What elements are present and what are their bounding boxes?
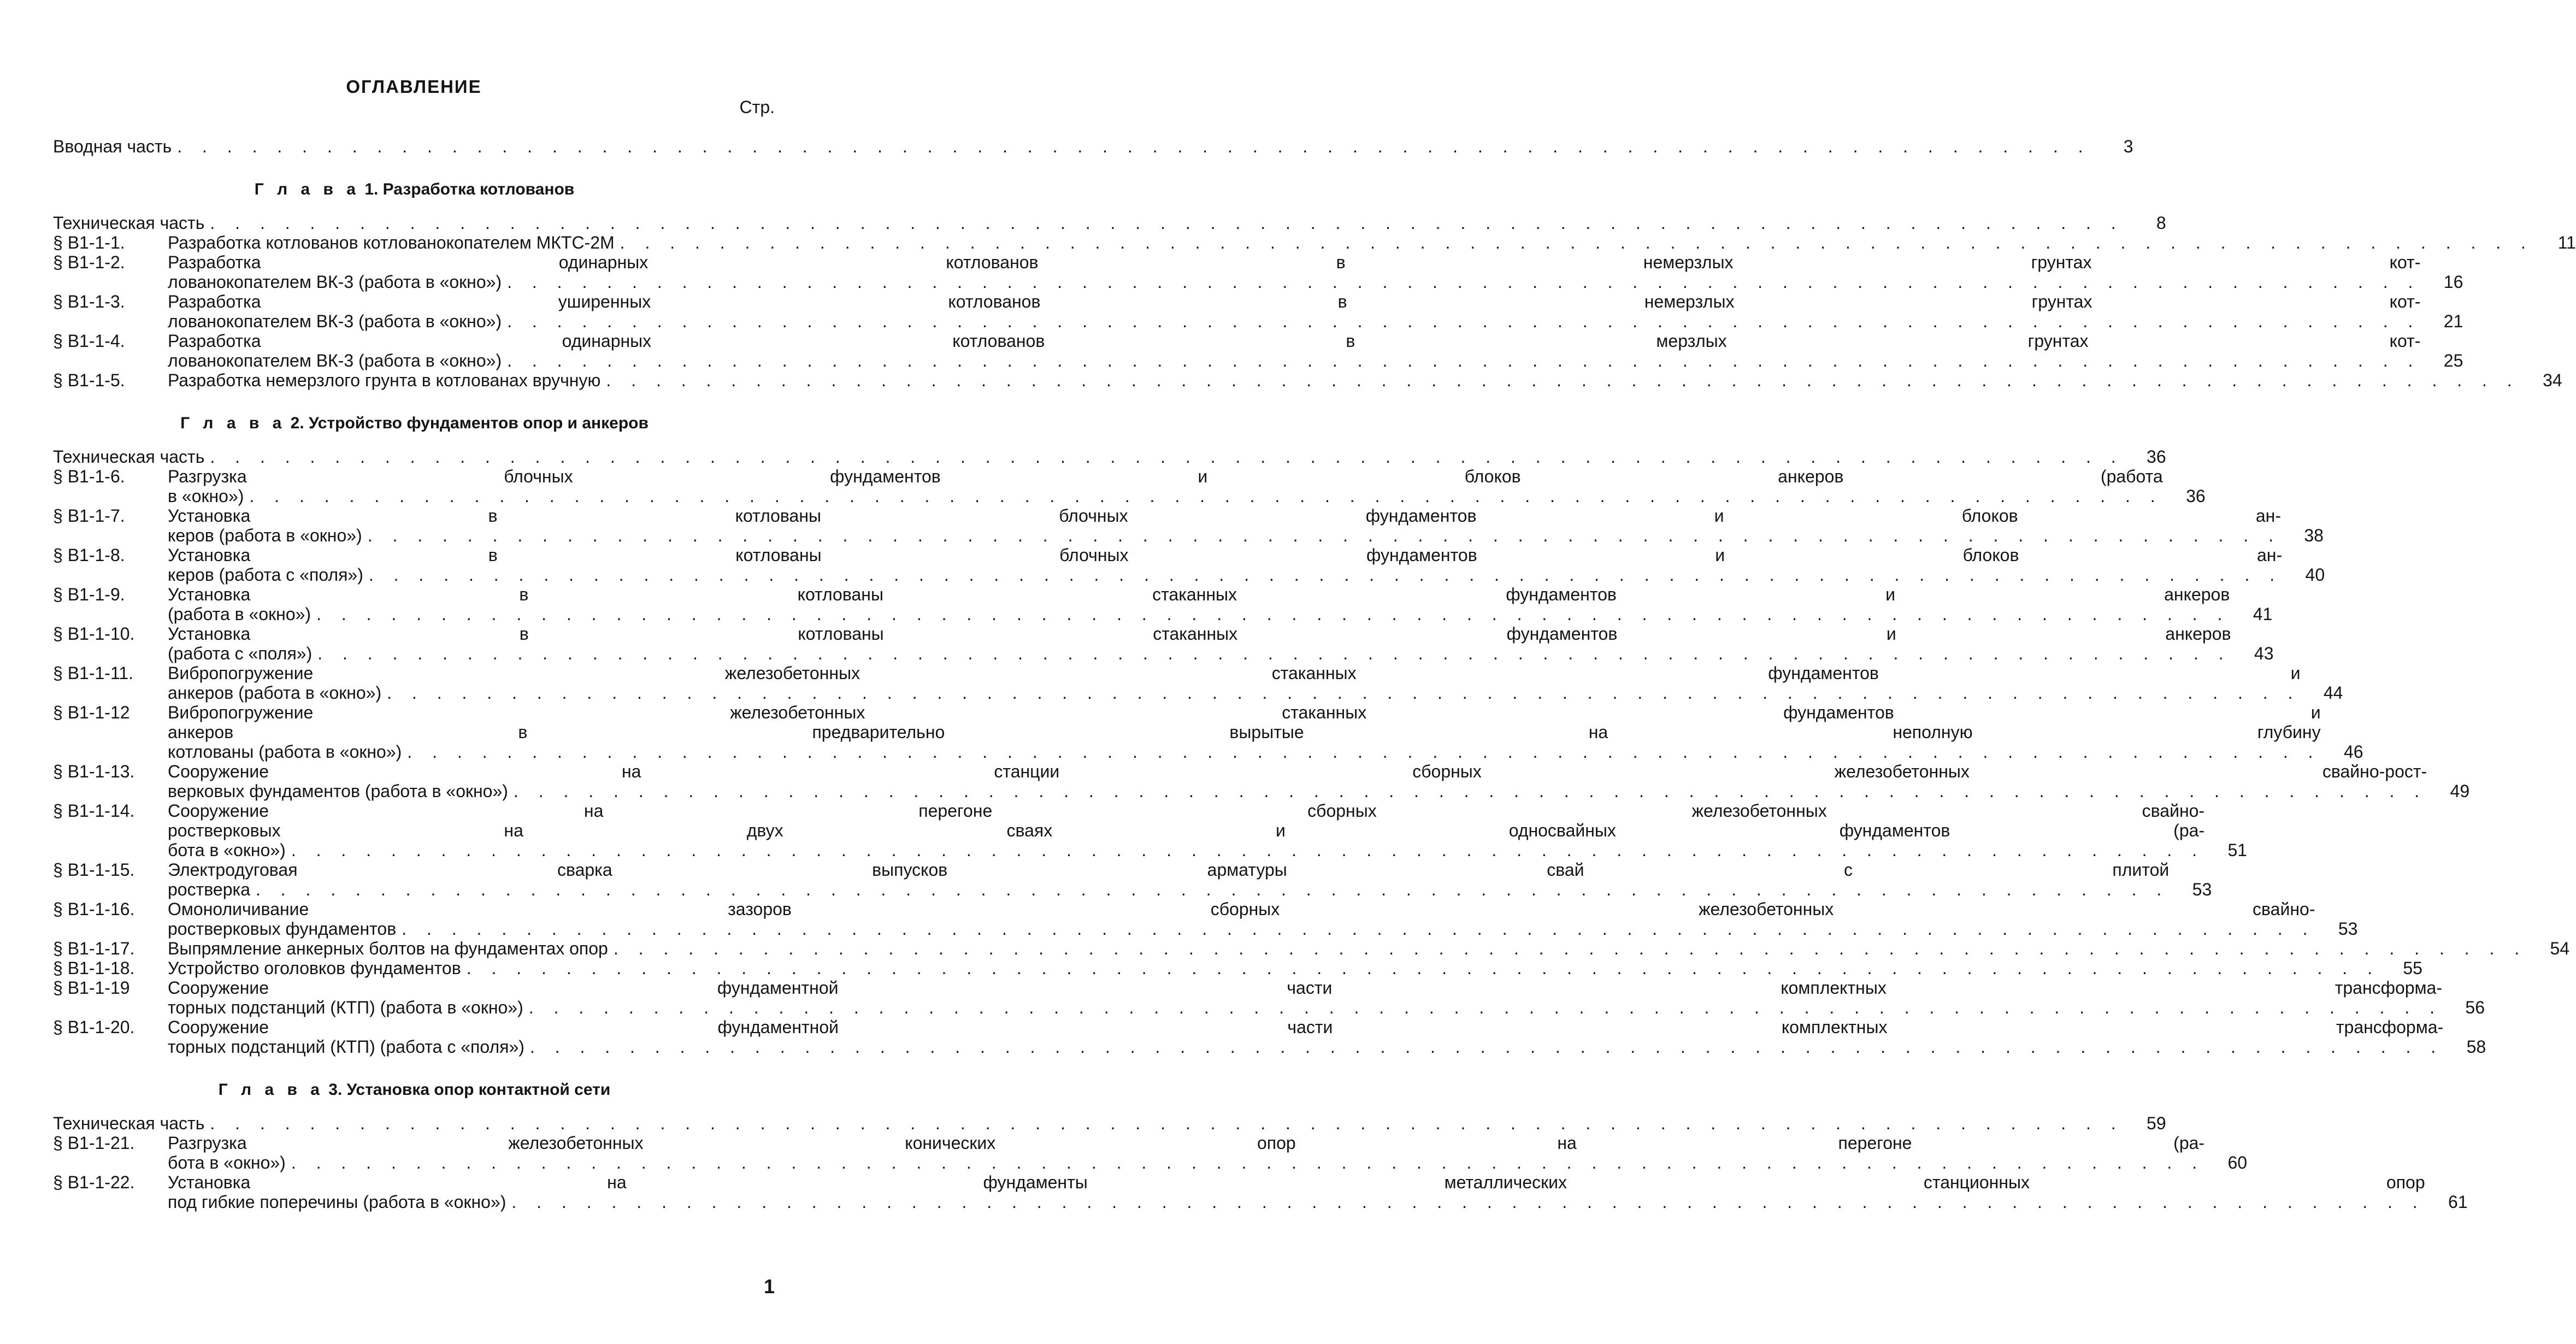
toc-entry-line (168, 604, 2230, 624)
toc-page-number: 58 (2466, 1037, 2486, 1057)
toc-entry-body (168, 1017, 2447, 1057)
toc-section-row[interactable] (53, 467, 2206, 506)
toc-entry-line (53, 213, 2124, 233)
dot-leader (600, 370, 2519, 390)
toc-entry-line (168, 233, 2533, 252)
dot-leader (615, 233, 2533, 252)
toc-entry-text: котлованы (работа в «окно») (168, 742, 402, 762)
toc-page-number: 43 (2254, 644, 2274, 663)
toc-entry-text: Разгрузка железобетонных конических опор на перегоне (ра- (168, 1133, 2205, 1153)
toc-page-number: 34 (2543, 370, 2562, 390)
toc-entry-line (53, 447, 2124, 467)
toc-entry-number: § В1-1-12 (53, 703, 130, 722)
toc-entry-line (168, 526, 2281, 545)
toc-entry-line (53, 137, 2091, 156)
page-column-label: Стр. (739, 97, 775, 117)
toc-entry-body (168, 506, 2284, 545)
dot-leader (396, 919, 2315, 939)
toc-entry-text: Разработка немерзлого грунта в котлованах вручную (168, 370, 601, 390)
toc-entry-body (53, 213, 2127, 233)
toc-entry-number: § В1-1-14. (53, 801, 135, 821)
toc-entry-line (168, 1037, 2443, 1057)
toc-entry-number: § В1-1-6. (53, 467, 125, 486)
toc-entry-line (168, 978, 2442, 998)
toc-entry-text: ростверковых на двух сваях и односвайных фундаментов (ра- (168, 821, 2205, 840)
dot-leader (461, 958, 2380, 978)
toc-entry-body (168, 331, 2424, 370)
chapter-heading[interactable] (53, 413, 776, 434)
toc-page-number: 53 (2192, 880, 2212, 899)
toc-page-number: 46 (2343, 742, 2363, 762)
toc-entry-line (168, 644, 2231, 663)
toc-page-number: 8 (2156, 213, 2166, 233)
toc-entry-line (168, 899, 2315, 919)
dot-leader (381, 683, 2300, 703)
dot-leader (172, 137, 2090, 156)
toc-page-number: 51 (2227, 840, 2248, 860)
toc-section-row[interactable] (53, 1017, 2486, 1057)
toc-entry-text: анкеров (работа в «окно») (168, 683, 382, 703)
toc-entry-line (168, 624, 2231, 644)
toc-entry-body (168, 958, 2383, 978)
chapter-title: 1. Разработка котлованов (364, 180, 575, 198)
toc-section-row[interactable] (53, 1172, 2468, 1212)
toc-entry-text: Разгрузка блочных фундаментов и блоков анкеров (работа (168, 467, 2163, 486)
toc-section-row[interactable] (53, 762, 2470, 801)
toc-entry-text: верковых фундаментов (работа в «окно») (168, 781, 508, 801)
toc-entry-line (168, 801, 2204, 821)
toc-page-number: 3 (2123, 137, 2133, 156)
toc-page-number: 56 (2465, 998, 2485, 1017)
toc-entry-number: § В1-1-19 (53, 978, 130, 998)
toc-section-row[interactable] (53, 801, 2248, 860)
toc-entry-line (168, 1153, 2204, 1172)
toc-entry-text: Разработка одинарных котлованов в мерзлых грунтах кот- (168, 331, 2421, 351)
toc-entry-text: Установка в котлованы блочных фундаментов и блоков ан- (168, 545, 2283, 565)
toc-page-number: 36 (2186, 486, 2206, 506)
dot-leader (506, 1192, 2425, 1212)
toc-entry-line (168, 486, 2163, 506)
toc-entry-text: Сооружение на перегоне сборных железобетонных свайно- (168, 801, 2205, 821)
toc-entry-line (168, 351, 2420, 370)
toc-entry-text: Установка в котлованы блочных фундаментов и блоков ан- (168, 506, 2281, 526)
toc-entry-text: (работа с «поля») (168, 644, 313, 663)
toc-entry-line (168, 998, 2442, 1017)
toc-entry-line (168, 880, 2169, 899)
toc-entry-line (168, 545, 2282, 565)
toc-section-row[interactable] (53, 1133, 2248, 1172)
toc-page-number: 44 (2323, 683, 2343, 703)
toc-section-row[interactable] (53, 506, 2324, 545)
toc-page-number: 55 (2403, 958, 2422, 978)
toc-intro-row[interactable] (53, 137, 2133, 156)
toc-entry-line (168, 331, 2420, 351)
dot-leader (523, 998, 2442, 1017)
toc-entry-text: ростверка (168, 880, 250, 899)
toc-entry-line (168, 585, 2230, 604)
toc-section-row[interactable] (53, 703, 2363, 762)
toc-page-number: 25 (2443, 351, 2463, 370)
toc-entry-text: Установка на фундаменты металлических станционных опор (168, 1172, 2425, 1192)
toc-page-number: 16 (2443, 272, 2463, 292)
toc-technical-part-row[interactable] (53, 447, 2166, 467)
dot-leader (502, 272, 2420, 292)
toc-entry-text: Вибропогружение железобетонных стаканных фундаментов и (168, 663, 2301, 683)
toc-entry-text: Сооружение фундаментной части комплектных трансформа- (168, 1017, 2444, 1037)
toc-section-row[interactable] (53, 860, 2212, 899)
toc-entry-text: Разработка одинарных котлованов в немерзлых грунтах кот- (168, 252, 2421, 272)
toc-entry-line (168, 821, 2204, 840)
chapter-label: Г л а в а (180, 414, 286, 432)
toc-entry-number: § В1-1-3. (53, 292, 125, 311)
toc-entry-body (168, 762, 2430, 801)
toc-entry-number: § В1-1-20. (53, 1017, 135, 1037)
toc-section-row[interactable] (53, 292, 2463, 331)
dot-leader (508, 781, 2427, 801)
toc-entry-line (168, 565, 2282, 585)
toc-entry-line (168, 840, 2204, 860)
toc-section-row[interactable] (53, 624, 2274, 663)
toc-section-row[interactable] (53, 939, 2570, 958)
toc-entry-body (168, 370, 2523, 390)
toc-entry-text: (работа в «окно») (168, 604, 311, 624)
toc-entry-line (168, 683, 2300, 703)
toc-entry-line (168, 252, 2420, 272)
toc-entry-text: Сооружение на станции сборных железобетонных свайно-рост- (168, 762, 2427, 781)
table-of-contents (53, 137, 2576, 1212)
toc-entry-text: керов (работа в «окно») (168, 526, 362, 545)
toc-section-row[interactable] (53, 370, 2562, 390)
toc-entry-text: в «окно») (168, 486, 244, 506)
toc-entry-body (168, 585, 2233, 624)
dot-leader (311, 604, 2230, 624)
toc-page-number: 49 (2450, 781, 2470, 801)
toc-entry-body (53, 447, 2127, 467)
toc-section-row[interactable] (53, 958, 2422, 978)
dot-leader (502, 351, 2420, 370)
toc-entry-text: Установка в котлованы стаканных фундаментов и анкеров (168, 585, 2230, 604)
toc-entry-number: § В1-1-2. (53, 252, 125, 272)
toc-entry-text: Выпрямление анкерных болтов на фундаментах опор (168, 939, 608, 958)
toc-entry-line (53, 1113, 2124, 1133)
dot-leader (402, 742, 2320, 762)
toc-entry-body (168, 899, 2318, 939)
toc-entry-line (168, 762, 2427, 781)
toc-entry-body (168, 978, 2445, 1017)
toc-entry-number: § В1-1-8. (53, 545, 125, 565)
toc-page-number: 11 (2557, 233, 2576, 252)
toc-entry-text: керов (работа с «поля») (168, 565, 363, 585)
toc-entry-line (168, 1017, 2443, 1037)
toc-entry-number: § В1-1-16. (53, 899, 135, 919)
toc-entry-number: § В1-1-11. (53, 663, 134, 683)
toc-entry-line (168, 703, 2321, 722)
toc-entry-number: § В1-1-5. (53, 370, 125, 390)
toc-section-row[interactable] (53, 585, 2273, 624)
toc-page-number: 61 (2448, 1192, 2468, 1212)
chapter-title: 3. Установка опор контактной сети (328, 1081, 611, 1099)
toc-entry-body (168, 663, 2303, 703)
toc-entry-number: § В1-1-13. (53, 762, 135, 781)
dot-leader (362, 526, 2281, 545)
toc-entry-text: Вводная часть (53, 137, 172, 156)
toc-entry-text: торных подстанций (КТП) (работа с «поля») (168, 1037, 524, 1057)
toc-entry-text: Техническая часть (53, 1113, 205, 1133)
dot-leader (204, 213, 2123, 233)
toc-entry-line (168, 781, 2427, 801)
dot-leader (363, 565, 2282, 585)
toc-section-row[interactable] (53, 331, 2463, 370)
toc-entry-text: торных подстанций (КТП) (работа в «окно») (168, 998, 523, 1017)
toc-entry-text: Сооружение фундаментной части комплектных трансформа- (168, 978, 2442, 998)
toc-entry-body (53, 1113, 2127, 1133)
dot-leader (250, 880, 2169, 899)
toc-entry-text: Установка в котлованы стаканных фундаментов и анкеров (168, 624, 2231, 644)
toc-entry-body (53, 137, 2094, 156)
toc-entry-body (168, 292, 2424, 331)
toc-entry-text: анкеров в предварительно вырытые на неполную глубину (168, 722, 2321, 742)
toc-entry-text: Вибропогружение железобетонных стаканных фундаментов и (168, 703, 2321, 722)
toc-entry-number: § В1-1-17. (53, 939, 135, 958)
toc-entry-number: § В1-1-15. (53, 860, 135, 880)
toc-entry-text: Электродуговая сварка выпусков арматуры свай с плитой (168, 860, 2170, 880)
toc-entry-line (168, 663, 2300, 683)
toc-entry-line (168, 292, 2420, 311)
toc-section-row[interactable] (53, 233, 2576, 252)
toc-entry-line (168, 311, 2420, 331)
dot-leader (204, 447, 2123, 467)
toc-entry-number: § В1-1-18. (53, 958, 135, 978)
chapter-label: Г л а в а (218, 1081, 324, 1099)
toc-entry-body (168, 467, 2166, 506)
toc-entry-text: Разработка котлованов котлованокопателем МКТС-2М (168, 233, 615, 252)
page-title: ОГЛАВЛЕНИЕ (346, 76, 482, 97)
toc-entry-text: Омоноличивание зазоров сборных железобетонных свайно- (168, 899, 2315, 919)
toc-technical-part-row[interactable] (53, 213, 2166, 233)
toc-entry-line (168, 467, 2163, 486)
dot-leader (524, 1037, 2443, 1057)
toc-entry-line (168, 1192, 2425, 1212)
toc-page-number: 21 (2443, 311, 2463, 331)
toc-entry-body (168, 939, 2530, 958)
toc-entry-text: лованокопателем ВК-3 (работа в «окно») (168, 311, 502, 331)
toc-section-row[interactable] (53, 252, 2463, 292)
dot-leader (286, 1153, 2204, 1172)
toc-entry-body (168, 703, 2324, 762)
toc-entry-body (168, 252, 2424, 292)
dot-leader (312, 644, 2231, 663)
toc-entry-line (168, 272, 2420, 292)
dot-leader (608, 939, 2527, 958)
toc-entry-text: ростверковых фундаментов (168, 919, 397, 939)
toc-section-row[interactable] (53, 899, 2358, 939)
toc-entry-line (168, 860, 2169, 880)
toc-entry-text: Разработка уширенных котлованов в немерзлых грунтах кот- (168, 292, 2421, 311)
toc-page-number: 53 (2338, 919, 2358, 939)
toc-entry-body (168, 860, 2172, 899)
toc-entry-text: лованокопателем ВК-3 (работа в «окно») (168, 351, 502, 370)
toc-entry-text: Техническая часть (53, 213, 205, 233)
toc-entry-line (168, 958, 2380, 978)
toc-entry-body (168, 233, 2537, 252)
toc-technical-part-row[interactable] (53, 1113, 2166, 1133)
toc-entry-text: Устройство оголовков фундаментов (168, 958, 461, 978)
toc-entry-body (168, 1172, 2428, 1212)
dot-leader (244, 486, 2162, 506)
page-number: 1 (763, 1275, 775, 1298)
toc-entry-body (168, 1133, 2208, 1172)
toc-entry-text: бота в «окно») (168, 840, 286, 860)
toc-page-number: 41 (2253, 604, 2273, 624)
toc-page-number: 38 (2304, 526, 2324, 545)
toc-entry-number: § В1-1-22. (53, 1172, 135, 1192)
toc-entry-line (168, 370, 2520, 390)
toc-entry-text: Техническая часть (53, 447, 205, 467)
toc-entry-number: § В1-1-4. (53, 331, 125, 351)
toc-entry-text: лованокопателем ВК-3 (работа в «окно») (168, 272, 502, 292)
toc-entry-line (168, 742, 2321, 762)
toc-entry-number: § В1-1-9. (53, 585, 125, 604)
chapter-heading[interactable] (53, 1080, 776, 1100)
toc-section-row[interactable] (53, 663, 2343, 703)
chapter-label: Г л а в а (254, 180, 360, 198)
toc-page-number: 54 (2550, 939, 2570, 958)
toc-entry-number: § В1-1-1. (53, 233, 125, 252)
toc-entry-text: под гибкие поперечины (работа в «окно») (168, 1192, 506, 1212)
toc-entry-line (168, 919, 2315, 939)
toc-section-row[interactable] (53, 978, 2485, 1017)
toc-entry-line (168, 939, 2527, 958)
toc-section-row[interactable] (53, 545, 2325, 585)
toc-page-number: 36 (2147, 447, 2166, 467)
toc-entry-line (168, 722, 2321, 742)
toc-entry-line (168, 1133, 2204, 1153)
toc-page-number: 40 (2305, 565, 2325, 585)
toc-entry-number: § В1-1-21. (53, 1133, 135, 1153)
chapter-title: 2. Устройство фундаментов опор и анкеров (290, 414, 649, 432)
toc-entry-body (168, 624, 2234, 663)
dot-leader (286, 840, 2204, 860)
toc-entry-number: § В1-1-7. (53, 506, 125, 526)
dot-leader (502, 311, 2420, 331)
dot-leader (204, 1113, 2123, 1133)
chapter-heading[interactable] (53, 179, 776, 200)
toc-entry-number: § В1-1-10. (53, 624, 135, 644)
toc-entry-body (168, 801, 2208, 860)
toc-entry-line (168, 506, 2281, 526)
toc-entry-text: бота в «окно») (168, 1153, 286, 1172)
toc-page-number: 59 (2147, 1113, 2166, 1133)
toc-page-number: 60 (2227, 1153, 2248, 1172)
toc-entry-body (168, 545, 2285, 585)
toc-entry-line (168, 1172, 2425, 1192)
